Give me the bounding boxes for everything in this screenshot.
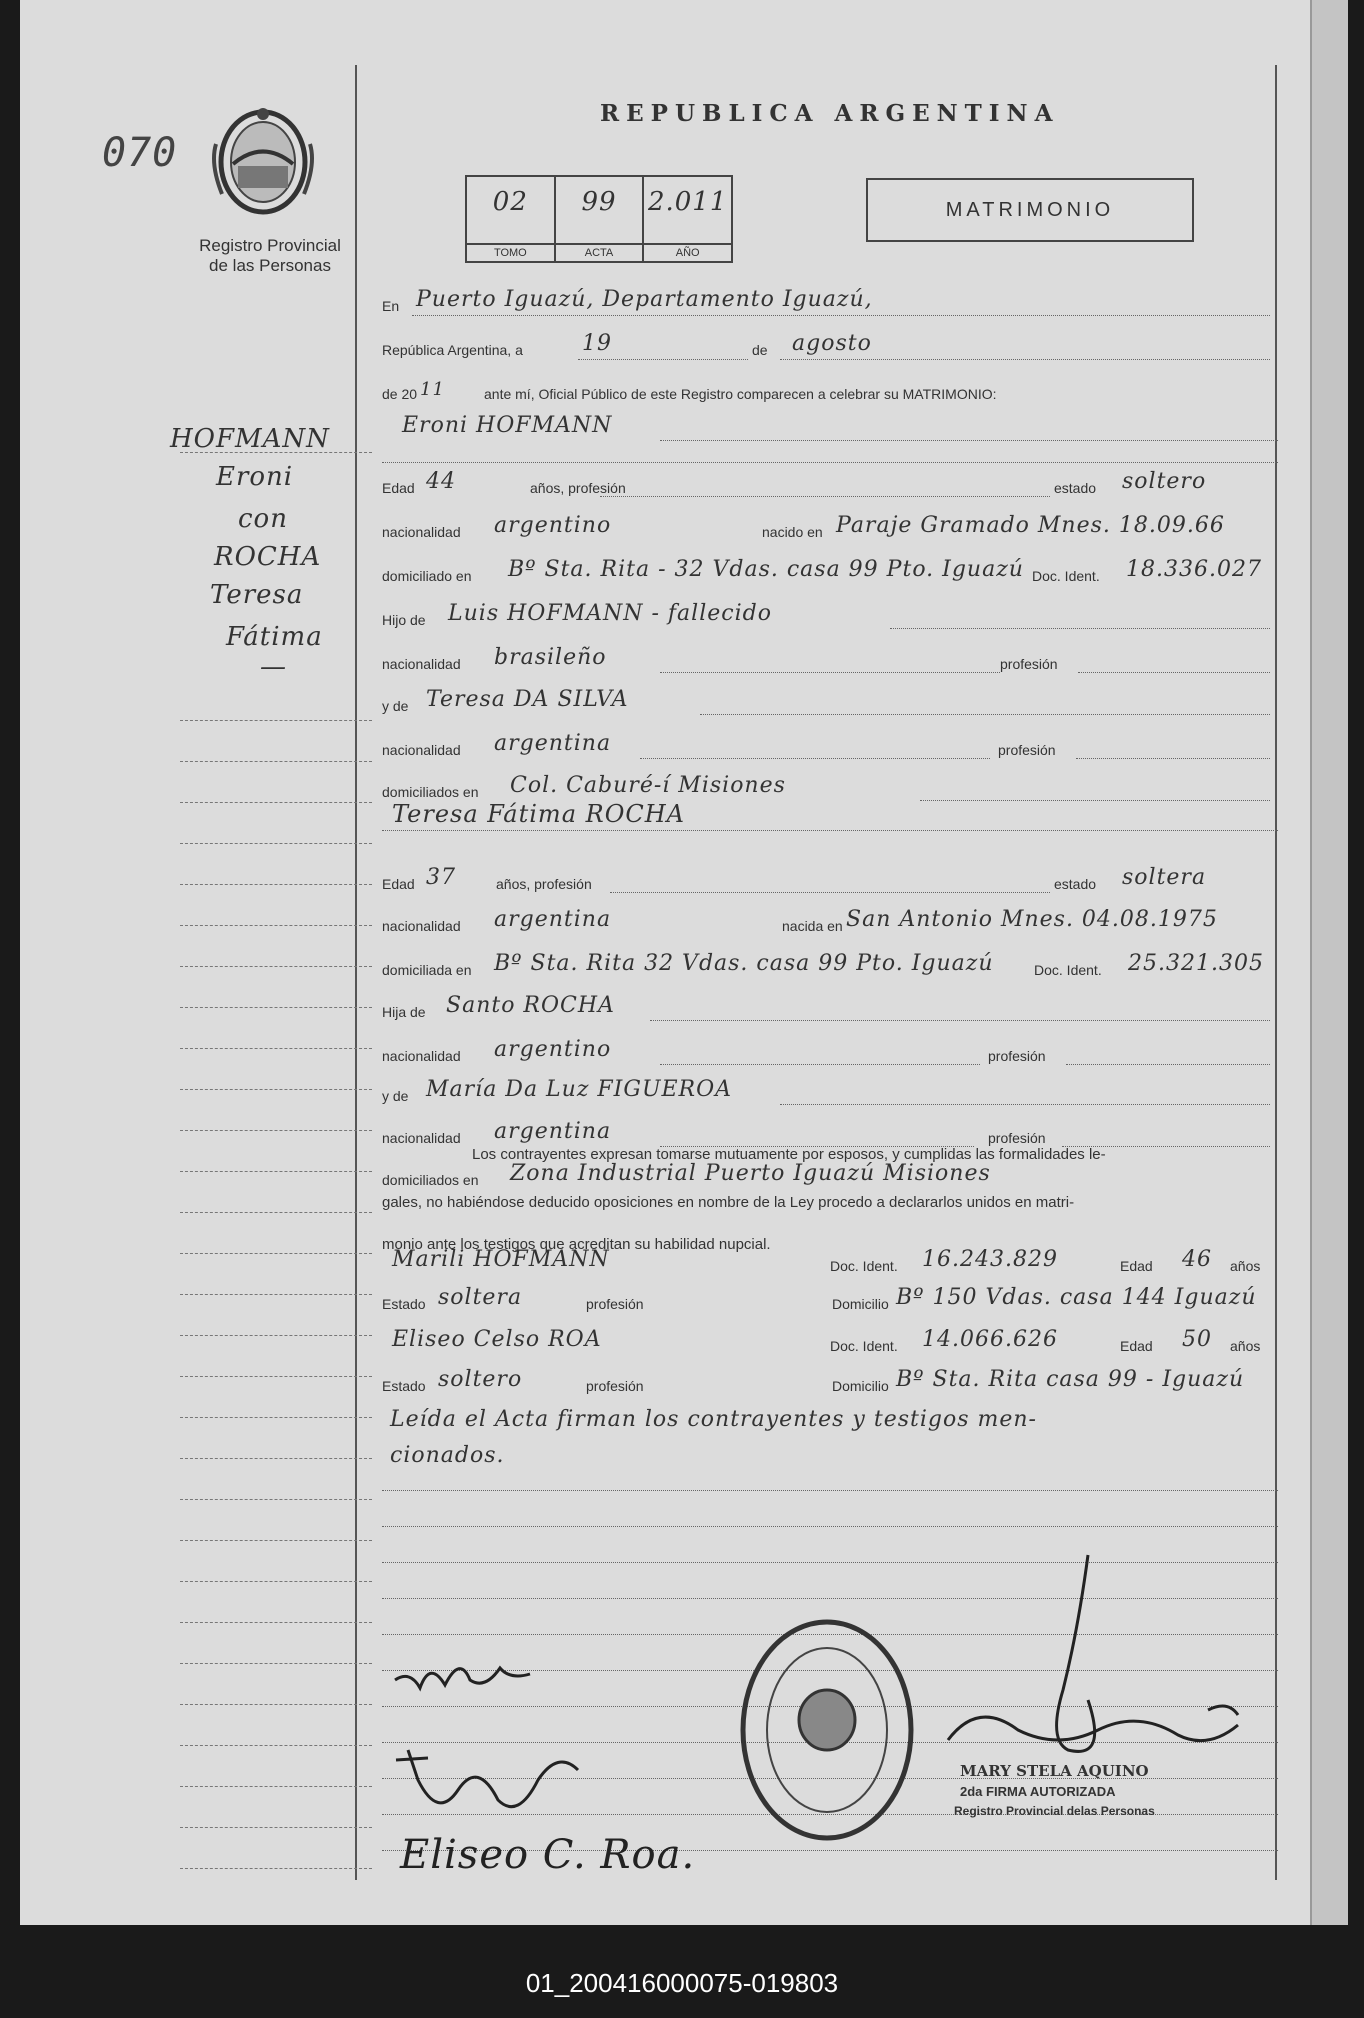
estado-label: Estado: [382, 1378, 426, 1394]
margin-surname-2: ROCHA: [214, 542, 322, 572]
margin-ruled-line: [180, 1540, 372, 1541]
doc-label: Doc. Ident.: [1032, 568, 1100, 584]
dotted-line: [610, 892, 1050, 893]
de-label: de: [752, 342, 768, 358]
closing-line-3: monio ante los testigos que acreditan su habilidad nupcial.: [382, 1236, 771, 1253]
closing-line-2: gales, no habiéndose deducido oposiciones en nombre de la Ley procedo a declararlos unidos en matri-: [382, 1194, 1075, 1211]
nacionalidad-label: nacionalidad: [382, 918, 461, 934]
registry-name: [170, 236, 370, 276]
folio-number: 070: [102, 130, 178, 176]
witness1-age: 46: [1182, 1247, 1212, 1272]
image-caption: 01_200416000075-019803: [525, 1968, 839, 1998]
margin-rule-line: [180, 452, 372, 453]
dotted-line: [700, 714, 1270, 715]
dotted-line: [600, 496, 1050, 497]
dotted-line: [650, 1020, 1270, 1021]
nacionalidad-label: nacionalidad: [382, 1130, 461, 1146]
official-signature-icon: [938, 1550, 1258, 1780]
margin-ruled-line: [180, 1581, 372, 1582]
witness2-address: Bº Sta. Rita casa 99 - Iguazú: [896, 1367, 1245, 1392]
signature-2-icon: [388, 1740, 598, 1830]
document-title: REPUBLICA ARGENTINA: [600, 100, 1060, 127]
dotted-line: [660, 672, 1000, 673]
profesion-label: profesión: [998, 742, 1056, 758]
dotted-line: [640, 758, 990, 759]
margin-ruled-line: [180, 720, 372, 721]
dotted-line: [1066, 1064, 1270, 1065]
margin-surname-1: HOFMANN: [170, 424, 330, 454]
dotted-line: [780, 1104, 1270, 1105]
margin-ruled-line: [180, 1663, 372, 1664]
margin-ruled-line: [180, 1007, 372, 1008]
nacida-label: nacida en: [782, 918, 843, 934]
nacionalidad-label: nacionalidad: [382, 656, 461, 672]
margin-ruled-line: [180, 843, 372, 844]
witness2-doc: 14.066.626: [922, 1327, 1058, 1352]
signature-1-icon: [390, 1650, 540, 1710]
ano-cell: [644, 177, 731, 261]
acta-value: 99: [581, 187, 617, 217]
anos-label: años: [1230, 1338, 1261, 1354]
margin-ruled-line: [180, 925, 372, 926]
margin-ruled-line: [180, 1048, 372, 1049]
profesion-label: años, profesión: [530, 480, 626, 496]
estado-label: estado: [1054, 876, 1097, 892]
record-type-box: MATRIMONIO: [866, 178, 1194, 242]
margin-ruled-line: [180, 1130, 372, 1131]
registry-line-2: de las Personas: [209, 256, 331, 275]
domiciliados-label: domiciliados en: [382, 784, 479, 800]
body-ruled-line: [382, 1526, 1278, 1527]
marriage-day: 19: [582, 331, 612, 356]
witness2-status: soltero: [438, 1367, 523, 1392]
dotted-line: [1078, 672, 1270, 673]
dotted-line: [660, 1064, 980, 1065]
bride-age: 37: [426, 865, 456, 890]
body-ruled-line: [382, 1490, 1278, 1491]
witness1-status: soltera: [438, 1285, 523, 1310]
margin-name-3: Fátima: [226, 622, 323, 652]
doc-label: Doc. Ident.: [830, 1258, 898, 1274]
margin-ruled-line: [180, 1458, 372, 1459]
margin-name-1: Eroni: [216, 462, 294, 492]
dotted-line: [412, 315, 1270, 316]
margin-rule: [355, 65, 357, 1880]
margin-ruled-line: [180, 1499, 372, 1500]
edad-label: Edad: [1120, 1258, 1153, 1274]
witness1-address: Bº 150 Vdas. casa 144 Iguazú: [896, 1285, 1257, 1310]
en-label: En: [382, 298, 400, 314]
nacionalidad-label: nacionalidad: [382, 524, 461, 540]
nacido-label: nacido en: [762, 524, 823, 540]
declaration-text: ante mí, Oficial Público de este Registro comparecen a celebrar su MATRIMONIO:: [484, 386, 997, 402]
tomo-cell: [467, 177, 556, 261]
groom-doc: 18.336.027: [1126, 557, 1262, 582]
margin-ruled-line: [180, 761, 372, 762]
ano-label: AÑO: [644, 243, 731, 261]
ano-value: 2.011: [647, 187, 728, 217]
domiciliada-label: domiciliada en: [382, 962, 472, 978]
intro-place-line: [382, 287, 1278, 314]
margin-ruled-line: [180, 1417, 372, 1418]
margin-ruled-line: [180, 1171, 372, 1172]
official-office: Registro Provincial delas Personas: [954, 1804, 1155, 1818]
margin-ruled-line: [180, 1089, 372, 1090]
groom-mother-nationality: argentina: [494, 731, 612, 756]
estado-label: estado: [1054, 480, 1097, 496]
groom-status: soltero: [1122, 469, 1207, 494]
registry-seal-icon: [738, 1616, 916, 1844]
bride-nationality: argentina: [494, 907, 612, 932]
binding-edge: [1310, 0, 1348, 1925]
bride-mother-nationality: argentina: [494, 1119, 612, 1144]
margin-ruled-line: [180, 884, 372, 885]
marriage-place: Puerto Iguazú, Departamento Iguazú,: [416, 287, 873, 312]
groom-name: Eroni HOFMANN: [402, 413, 613, 438]
tomo-value: 02: [492, 187, 528, 217]
groom-father-nationality: brasileño: [494, 645, 607, 670]
republica-label: República Argentina, a: [382, 342, 523, 358]
witness1-name: Marili HOFMANN: [392, 1247, 610, 1272]
dotted-line: [890, 628, 1270, 629]
tomo-label: TOMO: [467, 243, 554, 261]
bride-name: Teresa Fátima ROCHA: [392, 800, 685, 828]
note-text-1: Leída el Acta firman los contrayentes y testigos men-: [390, 1407, 1037, 1432]
domicilio-label: Domicilio: [832, 1296, 889, 1312]
doc-label: Doc. Ident.: [1034, 962, 1102, 978]
acta-cell: [556, 177, 645, 261]
dotted-line: [382, 830, 1278, 831]
hijo-de-label: Hijo de: [382, 612, 426, 628]
y-de-label: y de: [382, 698, 409, 714]
margin-ruled-line: [180, 1868, 372, 1869]
domiciliados-label: domiciliados en: [382, 1172, 479, 1188]
witness2-name: Eliseo Celso ROA: [392, 1327, 602, 1352]
groom-address: Bº Sta. Rita - 32 Vdas. casa 99 Pto. Iguazú: [508, 557, 1024, 582]
margin-ruled-line: [180, 1212, 372, 1213]
dotted-line: [780, 359, 1270, 360]
profesion-label: profesión: [988, 1130, 1046, 1146]
margin-ruled-line: [180, 1622, 372, 1623]
document-page: [20, 0, 1348, 1925]
margin-ruled-line: [180, 1704, 372, 1705]
bride-doc: 25.321.305: [1128, 951, 1264, 976]
margin-ruled-line: [180, 1786, 372, 1787]
bride-status: soltera: [1122, 865, 1207, 890]
edad-label: Edad: [1120, 1338, 1153, 1354]
signature-3: Eliseo C. Roa.: [400, 1832, 696, 1878]
dotted-line: [660, 440, 1278, 441]
dotted-line: [1076, 758, 1270, 759]
note-text-2: cionados.: [390, 1443, 505, 1468]
witness2-age: 50: [1182, 1327, 1212, 1352]
groom-birthplace: Paraje Gramado Mnes. 18.09.66: [836, 513, 1225, 538]
groom-mother: Teresa DA SILVA: [426, 687, 629, 712]
margin-ruled-line: [180, 1335, 372, 1336]
domicilio-label: Domicilio: [832, 1378, 889, 1394]
year-prefix: de 20: [382, 386, 418, 402]
tomo-acta-ano-box: [465, 175, 733, 263]
intro-date-line: [382, 331, 1278, 358]
dotted-line: [578, 359, 748, 360]
margin-name-2: Teresa: [210, 580, 304, 610]
profesion-label: profesión: [1000, 656, 1058, 672]
bride-father: Santo ROCHA: [446, 993, 615, 1018]
margin-ruled-line: [180, 1827, 372, 1828]
bride-birthplace: San Antonio Mnes. 04.08.1975: [846, 907, 1218, 932]
acta-label: ACTA: [556, 243, 643, 261]
official-role: 2da FIRMA AUTORIZADA: [960, 1784, 1116, 1799]
provincial-crest-icon: [208, 104, 318, 222]
groom-nationality: argentino: [494, 513, 612, 538]
estado-label: Estado: [382, 1296, 426, 1312]
profesion-label: profesión: [586, 1378, 644, 1394]
edad-label: Edad: [382, 876, 415, 892]
margin-ruled-line: [180, 802, 372, 803]
bride-parents-address: Zona Industrial Puerto Iguazú Misiones: [510, 1161, 991, 1186]
dotted-line: [382, 462, 1278, 463]
margin-ruled-line: [180, 1376, 372, 1377]
marriage-year: 11: [420, 379, 445, 400]
closing-line-1: Los contrayentes expresan tomarse mutuamente por esposos, y cumplidas las formalidades le-: [472, 1146, 1106, 1163]
official-name: MARY STELA AQUINO: [960, 1762, 1149, 1780]
margin-ruled-line: [180, 1294, 372, 1295]
edad-label: Edad: [382, 480, 415, 496]
margin-ruled-line: [180, 1253, 372, 1254]
domiciliado-label: domiciliado en: [382, 568, 472, 584]
hija-de-label: Hija de: [382, 1004, 426, 1020]
marriage-month: agosto: [792, 331, 872, 356]
intro-year-line: [382, 378, 1278, 402]
margin-dash: —: [260, 652, 287, 682]
margin-ruled-line: [180, 1745, 372, 1746]
nacionalidad-label: nacionalidad: [382, 742, 461, 758]
margin-con: con: [238, 504, 288, 534]
bride-address: Bº Sta. Rita 32 Vdas. casa 99 Pto. Iguazú: [494, 951, 994, 976]
doc-label: Doc. Ident.: [830, 1338, 898, 1354]
profesion-label: profesión: [586, 1296, 644, 1312]
nacionalidad-label: nacionalidad: [382, 1048, 461, 1064]
bride-mother: María Da Luz FIGUEROA: [426, 1077, 733, 1102]
witness1-doc: 16.243.829: [922, 1247, 1058, 1272]
y-de-label: y de: [382, 1088, 409, 1104]
profesion-label: años, profesión: [496, 876, 592, 892]
bride-father-nationality: argentino: [494, 1037, 612, 1062]
dotted-line: [920, 800, 1270, 801]
anos-label: años: [1230, 1258, 1261, 1274]
groom-father: Luis HOFMANN - fallecido: [448, 601, 772, 626]
profesion-label: profesión: [988, 1048, 1046, 1064]
groom-age: 44: [426, 469, 456, 494]
margin-ruled-line: [180, 966, 372, 967]
registry-line-1: Registro Provincial: [199, 236, 341, 255]
groom-parents-address: Col. Caburé-í Misiones: [510, 773, 786, 798]
